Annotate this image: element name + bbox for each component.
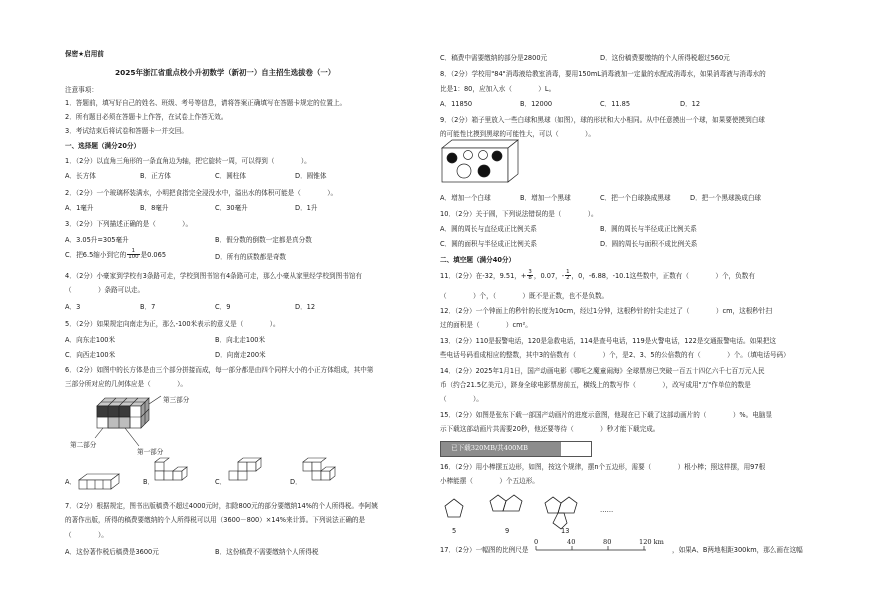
q4-option-a[interactable]: A．3 [65, 303, 81, 311]
q3-option-c-text-b: 是0.065 [140, 250, 167, 259]
q6-option-c[interactable]: C． [215, 478, 227, 486]
q17-text-a: 17．（2分）一幅图的比例尺是 [440, 546, 529, 554]
q1-option-a[interactable]: A．长方体 [65, 172, 96, 180]
pentagon-triple-2 [558, 497, 577, 513]
q14-line-3: （ ）。 [440, 395, 483, 403]
q6-option-c-figure [225, 454, 275, 494]
q12-line-1: 12．（2分）一个钟面上的秒针的长度为10cm，经过1分钟，这根秒针的针尖走过了（ ）cm，这根秒针扫 [440, 307, 773, 315]
q3-option-d[interactable]: D．所有的质数都是奇数 [215, 253, 287, 261]
q10-stem: 10．（2分）关于圆，下列说法错误的是（ ）。 [440, 210, 598, 218]
fraction-numerator: 3 [528, 269, 532, 275]
notice-1: 1．答题前，填写好自己的姓名、班级、考号等信息，请将答案正确填写在答题卡规定的位置上。 [65, 99, 347, 107]
q12-line-2: 过的面积是（ ）cm²。 [440, 321, 532, 329]
q11-line-1 [440, 270, 755, 282]
q1-option-d[interactable]: D．圆锥体 [295, 172, 327, 180]
q5-option-b[interactable]: B．向北走100米 [215, 336, 266, 344]
scale-tick-40: 40 [567, 538, 576, 546]
q9-option-a[interactable]: A．增加一个白球 [440, 194, 491, 202]
ball-box-figure [440, 138, 522, 186]
q3-option-c-text-a: C．把6.5缩小到它的 [65, 250, 127, 259]
q10-option-a[interactable]: A．圆的周长与直径成正比例关系 [440, 225, 537, 233]
fraction-denominator: 100 [128, 254, 139, 261]
q6-label-part1: 第一部分 [137, 448, 164, 456]
pentagon-double-right [503, 495, 522, 511]
notice-title: 注意事项： [65, 86, 98, 94]
q5-option-d[interactable]: D．向南走200米 [215, 351, 266, 359]
q14-line-1: 14．（2分）2025年1月1日，国产动画电影《哪吒之魔童闹海》全球票房已突破一百五十四亿六千七百万元人民 [440, 367, 765, 375]
download-progress-bar [440, 441, 592, 457]
q5-stem: 5．（2分）如果规定向南走为正，那么-100米表示的意义是（ ）。 [65, 320, 280, 328]
q16-line-2: 小棒能摆（ ）个五边形。 [440, 477, 539, 485]
exam-title: 2025年浙江省重点校小升初数学（新初一）自主招生选拔卷（一） [115, 68, 336, 77]
q15-line-2: 示下载这部动画片共需要20秒，他还要等待（ ）秒才能下载完成。 [440, 425, 660, 433]
q17-text-b: ，如果A、B两地相距300km，那么画在这幅 [672, 546, 803, 554]
q9-option-d[interactable]: D．把一个黑球换成白球 [690, 194, 762, 202]
q4-stem-2: （ ）条路可以走。 [65, 286, 145, 294]
q8-option-b[interactable]: B．12000 [520, 100, 553, 108]
scale-tick-80: 80 [603, 538, 612, 546]
q5-option-c[interactable]: C．向西走100米 [65, 351, 116, 359]
fraction-numerator: 1 [127, 249, 139, 255]
q6-option-d-figure [299, 454, 349, 494]
q6-label-part2: 第二部分 [70, 441, 97, 449]
q7-option-b[interactable]: B．这份稿费不需要缴纳个人所得税 [215, 548, 319, 556]
fraction-denominator: 8 [528, 275, 532, 282]
secret-mark: 保密★启用前 [65, 50, 104, 58]
q7-line-2: 的著作出版，所得的稿费要缴纳的个人所得税可以用（3600－800）×14%来计算。下列说法正确的是 [65, 516, 366, 524]
q16-count-2: 9 [505, 527, 510, 535]
q6-option-a-figure [75, 464, 135, 494]
q6-option-b-figure [151, 454, 201, 494]
pentagon-single [445, 499, 463, 517]
q7-option-c[interactable]: C．稿费中需要缴纳的部分是2800元 [440, 54, 548, 62]
q4-option-d[interactable]: D．12 [295, 303, 316, 311]
q7-option-d[interactable]: D．这份稿费要缴纳的个人所得税超过560元 [600, 54, 730, 62]
q7-line-3: （ ）。 [65, 531, 108, 539]
q16-count-3: 13 [561, 527, 570, 535]
q8-option-c[interactable]: C．11.85 [600, 100, 631, 108]
q1-option-b[interactable]: B．正方体 [140, 172, 171, 180]
q2-option-c[interactable]: C．30毫升 [215, 204, 248, 212]
q8-stem: 8．（2分）学校用"84"消毒液给教室消毒，要用150mL消毒液加一定量的水配成消毒水，如果消毒液与消毒水的 [440, 70, 766, 78]
q2-stem: 2．（2分）一个玻璃杯装满水，小明把食指完全浸没水中，溢出水的体积可能是（ ）。 [65, 189, 338, 197]
q10-option-b[interactable]: B．圆的周长与半径成正比例关系 [600, 225, 697, 233]
q11-fraction-2 [565, 270, 570, 282]
q13-line-1: 13．（2分）110是报警电话，120是急救电话，114是查号电话，119是火警电话，122是交通报警电话。如果把这 [440, 337, 776, 345]
scale-tick-120: 120 km [639, 538, 664, 546]
fraction-numerator: 1 [566, 269, 570, 275]
q11-text-b: ，0.07，- [533, 271, 565, 280]
q15-line-1: 15．（2分）如图是张东下载一部国产动画片的进度示意图，他现在已下载了这部动画片的（ ）%。电脑显 [440, 411, 773, 419]
q4-option-b[interactable]: B．7 [140, 303, 156, 311]
fraction-denominator: 2 [566, 275, 570, 282]
q3-option-c[interactable] [65, 249, 166, 261]
q11-line-2: （ ）个，（ ）既不是正数，也不是负数。 [440, 292, 609, 300]
q8-option-d[interactable]: D．12 [680, 100, 701, 108]
q5-option-a[interactable]: A．向东走100米 [65, 336, 116, 344]
q11-fraction-1 [527, 270, 532, 282]
section-2-title: 二、填空题（满分40分） [440, 256, 516, 264]
q3-option-a[interactable]: A．3.05升=305毫升 [65, 236, 129, 244]
notice-2: 2．所有题目必须在答题卡上作答，在试卷上作答无效。 [65, 113, 228, 121]
q10-option-d[interactable]: D．圆的周长与面积不成比例关系 [600, 240, 698, 248]
q6-stem-2: 三部分所对应的几何体应是（ ）。 [65, 380, 187, 388]
scale-tick-0: 0 [534, 538, 539, 546]
q9-stem-2: 的可能性比摸到黑球的可能性大，可以（ ）。 [440, 130, 595, 138]
q2-option-a[interactable]: A．1毫升 [65, 204, 94, 212]
q1-stem: 1．（2分）以直角三角形的一条直角边为轴，把它旋转一周，可以得到（ ）。 [65, 157, 311, 165]
q9-option-b[interactable]: B．增加一个黑球 [520, 194, 571, 202]
q1-option-c[interactable]: C．圆柱体 [215, 172, 246, 180]
q7-option-a[interactable]: A．这份著作税后稿费是3600元 [65, 548, 159, 556]
q6-option-b[interactable]: B． [143, 478, 155, 486]
q10-option-c[interactable]: C．圆的面积与半径成正比例关系 [440, 240, 537, 248]
q2-option-b[interactable]: B．8毫升 [140, 204, 169, 212]
q9-stem: 9．（2分）箱子里放入一些白球和黑球（如图），球的形状和大小相同。从中任意摸出一个球，如果要使摸到白球 [440, 116, 765, 124]
q16-count-1: 5 [452, 527, 457, 535]
q4-stem: 4．（2分）小豪家到学校有3条路可走，学校到图书馆有4条路可走，那么小豪从家里经学校到图书馆有 [65, 272, 363, 280]
q16-ellipsis: …… [600, 506, 614, 514]
q13-line-2: 些电话号码看成相应的整数，其中3的倍数有（ ）个，是2、3、5的公倍数的有（ ）个。（填电话号码） [440, 351, 790, 359]
q6-stem: 6．（2分）如图中的长方体是由三个部分拼接而成，每一部分都是由四个同样大小的小正方体组成，其中第 [65, 366, 374, 374]
q8-stem-2: 比是1：80，应加入水（ ）L。 [440, 85, 556, 93]
notice-3: 3．考试结束后将试卷和答题卡一并交回。 [65, 127, 188, 135]
q7-line-1: 7．（2分）根据规定，图书出版稿费不超过4000元时，扣除800元的部分要缴纳14%的个人所得税。李阿姨 [65, 502, 378, 510]
q4-option-c[interactable]: C．9 [215, 303, 231, 311]
q11-text-c: ，0，-6.88，-10.1这些数中，正数有（ ）个，负数有 [571, 271, 755, 280]
q14-line-2: 币（约合21.5亿美元），跻身全球电影票房前五，横线上的数写作（ ），改写成用"万"作单位的数是 [440, 381, 751, 389]
q9-option-c[interactable]: C．把一个白球换成黑球 [600, 194, 671, 202]
q16-line-1: 16．（2分）用小棒摆五边形，如图，按这个规律，摆n个五边形，需要（ ）根小棒；照这样摆，用97根 [440, 463, 766, 471]
q8-option-a[interactable]: A．11850 [440, 100, 473, 108]
q3-fraction [127, 249, 139, 261]
q11-text-a: 11．（2分）在-32，9.51，+ [440, 271, 527, 280]
q6-option-d[interactable]: D． [290, 478, 302, 486]
q17-line [440, 546, 528, 554]
download-progress-label: 已下载320MB/共400MB [451, 444, 528, 452]
q2-option-d[interactable]: D．1升 [295, 204, 318, 212]
q3-stem: 3．（2分）下列描述正确的是（ ）。 [65, 220, 193, 228]
section-1-title: 一、选择题（满分20分） [65, 142, 141, 150]
q3-option-b[interactable]: B．假分数的倒数一定都是真分数 [215, 236, 312, 244]
q6-label-part3: 第三部分 [163, 396, 190, 404]
q6-option-a[interactable]: A． [65, 478, 77, 486]
